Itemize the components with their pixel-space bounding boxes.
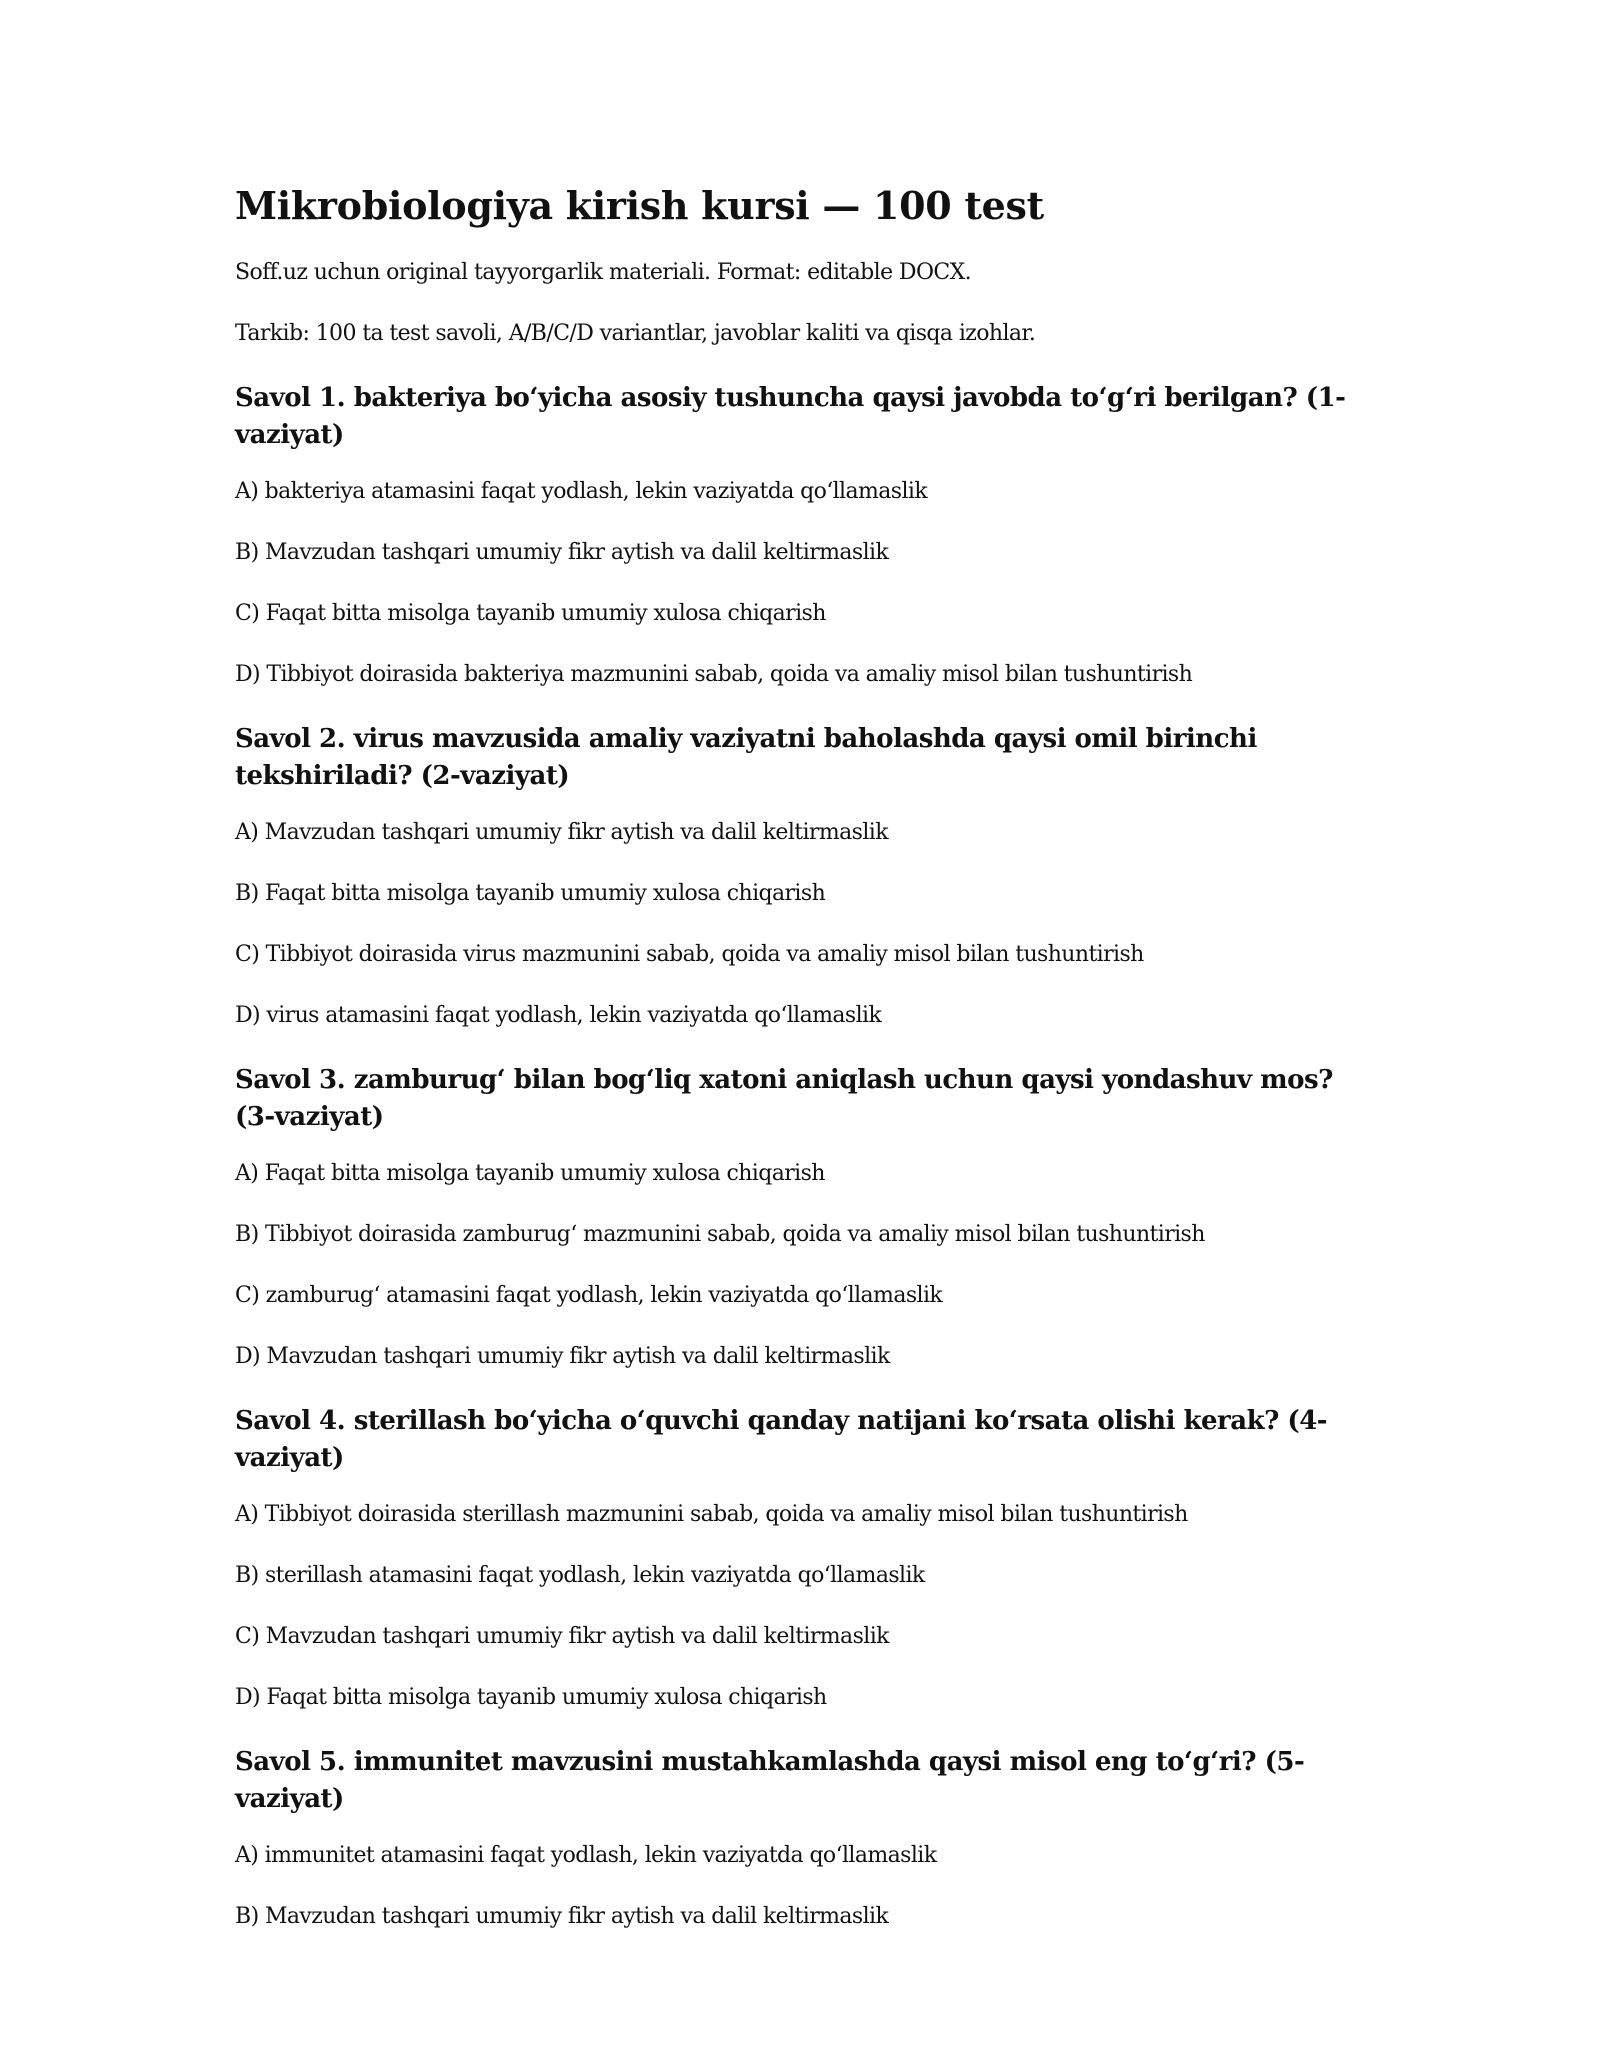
question-block-3 — [235, 1062, 1375, 1372]
answer-option-d: D) Faqat bitta misolga tayanib umumiy xulosa chiqarish — [235, 1685, 827, 1710]
intro-format-line: Soff.uz uchun original tayyorgarlik materiali. Format: editable DOCX. — [235, 260, 972, 285]
intro-contents-line: Tarkib: 100 ta test savoli, A/B/C/D variantlar, javoblar kaliti va qisqa izohlar. — [235, 321, 1036, 346]
answer-option-b: B) Tibbiyot doirasida zamburug‘ mazmunini sabab, qoida va amaliy misol bilan tushuntirish — [235, 1222, 1205, 1247]
question-block-4 — [235, 1403, 1375, 1713]
answer-option-b: B) Mavzudan tashqari umumiy fikr aytish va dalil keltirmaslik — [235, 1904, 889, 1929]
question-heading: Savol 3. zamburug‘ bilan bog‘liq xatoni aniqlash uchun qaysi yondashuv mos? (3-vaziyat) — [235, 1065, 1333, 1132]
answer-option-a: A) Mavzudan tashqari umumiy fikr aytish va dalil keltirmaslik — [235, 820, 888, 845]
answer-option-a: A) immunitet atamasini faqat yodlash, lekin vaziyatda qo‘llamaslik — [235, 1843, 937, 1868]
question-heading: Savol 4. sterillash bo‘yicha o‘quvchi qanday natijani ko‘rsata olishi kerak? (4-vaziyat) — [235, 1406, 1328, 1473]
answer-option-a: A) Faqat bitta misolga tayanib umumiy xulosa chiqarish — [235, 1161, 825, 1186]
answer-option-c: C) Mavzudan tashqari umumiy fikr aytish va dalil keltirmaslik — [235, 1624, 889, 1649]
question-heading: Savol 2. virus mavzusida amaliy vaziyatni baholashda qaysi omil birinchi tekshiriladi? (2-vaziyat) — [235, 724, 1257, 791]
document-title: Mikrobiologiya kirish kursi — 100 test — [235, 183, 1044, 228]
answer-option-d: D) Mavzudan tashqari umumiy fikr aytish va dalil keltirmaslik — [235, 1344, 890, 1369]
document-page — [235, 180, 1375, 1963]
question-block-1 — [235, 380, 1375, 690]
answer-option-b: B) Faqat bitta misolga tayanib umumiy xulosa chiqarish — [235, 881, 826, 906]
answer-option-d: D) virus atamasini faqat yodlash, lekin vaziyatda qo‘llamaslik — [235, 1003, 882, 1028]
answer-option-c: C) zamburug‘ atamasini faqat yodlash, lekin vaziyatda qo‘llamaslik — [235, 1283, 943, 1308]
question-block-5 — [235, 1744, 1375, 1932]
question-block-2 — [235, 721, 1375, 1031]
answer-option-c: C) Tibbiyot doirasida virus mazmunini sabab, qoida va amaliy misol bilan tushuntirish — [235, 942, 1144, 967]
question-heading: Savol 5. immunitet mavzusini mustahkamlashda qaysi misol eng to‘g‘ri? (5-vaziyat) — [235, 1747, 1305, 1814]
answer-option-b: B) Mavzudan tashqari umumiy fikr aytish va dalil keltirmaslik — [235, 540, 889, 565]
answer-option-b: B) sterillash atamasini faqat yodlash, lekin vaziyatda qo‘llamaslik — [235, 1563, 925, 1588]
question-heading: Savol 1. bakteriya bo‘yicha asosiy tushuncha qaysi javobda to‘g‘ri berilgan? (1-vaziyat) — [235, 383, 1346, 450]
answer-option-a: A) bakteriya atamasini faqat yodlash, lekin vaziyatda qo‘llamaslik — [235, 479, 928, 504]
answer-option-a: A) Tibbiyot doirasida sterillash mazmunini sabab, qoida va amaliy misol bilan tushuntirish — [235, 1502, 1188, 1527]
answer-option-c: C) Faqat bitta misolga tayanib umumiy xulosa chiqarish — [235, 601, 826, 626]
answer-option-d: D) Tibbiyot doirasida bakteriya mazmunini sabab, qoida va amaliy misol bilan tushuntirish — [235, 662, 1193, 687]
